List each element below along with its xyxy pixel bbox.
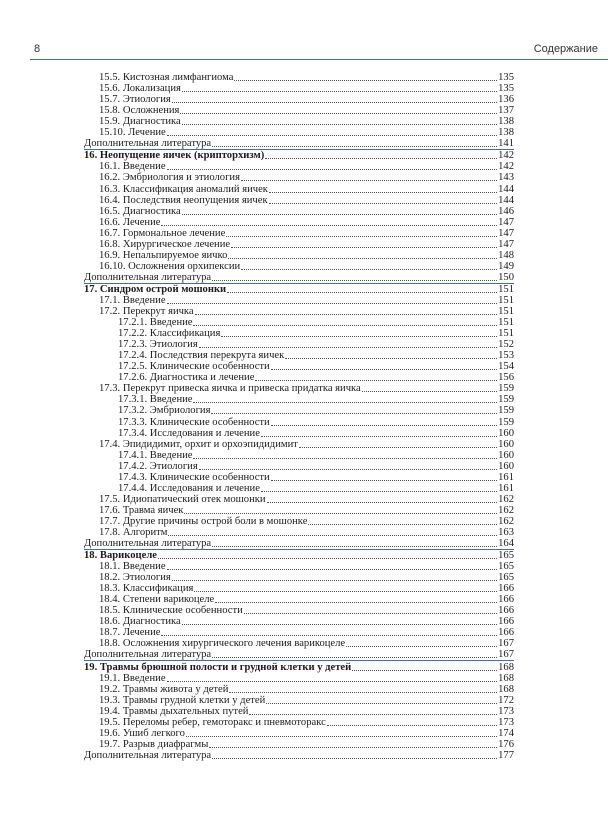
dot-leader — [184, 513, 497, 514]
toc-entry-title: 17.4.3. Клинические особенности — [118, 471, 270, 483]
toc-entry-title: 19.6. Ушиб легкого — [99, 727, 185, 739]
toc-entry-title: 19. Травмы брюшной полости и грудной клетки у детей — [84, 661, 352, 673]
toc-entry-title: 18.6. Диагностика — [99, 616, 181, 628]
toc-entry — [84, 306, 514, 317]
toc-entry-page: 151 — [498, 306, 514, 318]
toc-entry — [84, 228, 514, 239]
toc-entry-page: 172 — [498, 694, 514, 706]
toc-entry — [84, 561, 514, 572]
toc-entry — [84, 116, 514, 127]
toc-entry-title: 18.8. Осложнения хирургического лечения варикоцеле — [99, 638, 346, 650]
dot-leader — [346, 646, 497, 647]
toc-entry-page: 149 — [498, 260, 514, 272]
toc-entry-title: 16.6. Лечение — [99, 216, 161, 228]
toc-entry-title: 17.3.4. Исследования и лечение — [118, 427, 260, 439]
toc-entry — [84, 317, 514, 328]
dot-leader — [212, 546, 497, 547]
toc-entry-title: 17. Синдром острой мошонки — [84, 283, 227, 295]
toc-entry-page: 152 — [498, 339, 514, 351]
toc-entry-title: 19.5. Переломы ребер, гемоторакс и пневмоторакс — [99, 716, 326, 728]
toc-entry — [84, 616, 514, 627]
toc-entry — [84, 405, 514, 416]
toc-entry-title: 18.7. Лечение — [99, 627, 161, 639]
toc-entry — [84, 217, 514, 228]
toc-entry — [84, 206, 514, 217]
toc-entry — [84, 127, 514, 138]
toc-entry — [84, 538, 514, 549]
toc-entry-page: 151 — [498, 317, 514, 329]
toc-entry — [84, 272, 514, 283]
dot-leader — [180, 113, 497, 114]
toc-entry-page: 162 — [498, 504, 514, 516]
toc-entry — [84, 695, 514, 706]
dot-leader — [269, 203, 498, 204]
toc-entry-page: 142 — [498, 150, 514, 162]
toc-entry-title: 19.1. Введение — [99, 672, 166, 684]
toc-entry — [84, 339, 514, 350]
dot-leader — [167, 681, 498, 682]
toc-entry — [84, 161, 514, 172]
toc-entry-title: 17.4.1. Введение — [118, 449, 193, 461]
dot-leader — [261, 491, 497, 492]
dot-leader — [226, 236, 497, 237]
dot-leader — [168, 535, 497, 536]
toc-entry-title: Дополнительная литература — [84, 749, 212, 761]
page-header — [0, 0, 608, 62]
toc-entry — [84, 138, 514, 149]
toc-entry — [84, 394, 514, 405]
toc-entry — [84, 328, 514, 339]
toc-entry-page: 163 — [498, 526, 514, 538]
toc-entry-page: 137 — [498, 105, 514, 117]
toc-entry-title: Дополнительная литература — [84, 538, 212, 550]
toc-entry-page: 156 — [498, 372, 514, 384]
toc-entry-page: 159 — [498, 394, 514, 406]
toc-entry-page: 142 — [498, 161, 514, 173]
dot-leader — [362, 391, 497, 392]
dot-leader — [308, 524, 497, 525]
header-divider — [30, 59, 608, 60]
toc-entry-title: 18.5. Клинические особенности — [99, 605, 243, 617]
toc-entry-page: 160 — [498, 427, 514, 439]
toc-entry-page: 164 — [498, 538, 514, 550]
dot-leader — [271, 480, 497, 481]
toc-entry-title: 15.6. Локализация — [99, 83, 181, 95]
toc-entry-page: 136 — [498, 94, 514, 106]
dot-leader — [161, 635, 497, 636]
dot-leader — [228, 258, 497, 259]
toc-entry-title: 17.2.3. Этиология — [118, 339, 198, 351]
dot-leader — [172, 102, 497, 103]
toc-entry-title: 17.6. Травма яичек — [99, 504, 184, 516]
dot-leader — [194, 591, 497, 592]
toc-entry-page: 150 — [498, 271, 514, 283]
dot-leader — [241, 180, 497, 181]
toc-entry-page: 154 — [498, 361, 514, 373]
toc-entry-title: 18. Варикоцеле — [84, 550, 157, 562]
dot-leader — [244, 613, 497, 614]
toc-entry — [84, 527, 514, 538]
toc-entry-title: 15.10. Лечение — [99, 127, 166, 139]
toc-entry-title: 15.8. Осложнения — [99, 105, 180, 117]
toc-entry-title: 18.1. Введение — [99, 561, 166, 573]
toc-entry — [84, 428, 514, 439]
toc-entry-page: 159 — [498, 383, 514, 395]
toc-entry-title: 17.3.2. Эмбриология — [118, 405, 211, 417]
toc-entry-page: 160 — [498, 438, 514, 450]
toc-entry-title: 15.5. Кистозная лимфангиома — [99, 72, 234, 84]
dot-leader — [271, 369, 497, 370]
toc-entry — [84, 684, 514, 695]
toc-entry-title: 17.2.4. Последствия перекрута яичек — [118, 350, 285, 362]
dot-leader — [211, 413, 497, 414]
dot-leader — [209, 747, 497, 748]
toc-entry — [84, 638, 514, 649]
dot-leader — [167, 303, 498, 304]
toc-entry — [84, 505, 514, 516]
toc-entry — [84, 649, 514, 660]
toc-entry — [84, 105, 514, 116]
toc-chapter-entry — [84, 550, 514, 561]
toc-entry-page: 146 — [498, 205, 514, 217]
toc-entry-page: 167 — [498, 638, 514, 650]
toc-entry — [84, 372, 514, 383]
toc-entry-page: 147 — [498, 238, 514, 250]
toc-entry-title: 16.4. Последствия неопущения яичек — [99, 194, 268, 206]
toc-entry-title: 16.5. Диагностика — [99, 205, 181, 217]
toc-entry — [84, 383, 514, 394]
toc-entry-page: 135 — [498, 83, 514, 95]
toc-entry-title: 17.3.1. Введение — [118, 394, 193, 406]
toc-entry-title: 17.5. Идиопатический отек мошонки — [99, 493, 266, 505]
toc-entry-title: 17.3. Перекрут привеска яичка и привеска придатка яичка — [99, 383, 361, 395]
dot-leader — [161, 225, 497, 226]
toc-entry-page: 168 — [498, 672, 514, 684]
toc-entry — [84, 728, 514, 739]
toc-entry-page: 176 — [498, 738, 514, 750]
toc-entry — [84, 350, 514, 361]
toc-entry-title: 17.3.3. Клинические особенности — [118, 416, 270, 428]
toc-entry-title: 17.2.5. Клинические особенности — [118, 361, 270, 373]
toc-entry-title: 16.7. Гормональное лечение — [99, 227, 226, 239]
toc-entry — [84, 295, 514, 306]
dot-leader — [227, 292, 497, 293]
dot-leader — [182, 624, 497, 625]
toc-entry-title: 16.3. Классификация аномалий яичек — [99, 183, 268, 195]
toc-entry — [84, 461, 514, 472]
toc-entry-page: 160 — [498, 460, 514, 472]
toc-entry-page: 144 — [498, 183, 514, 195]
dot-leader — [299, 447, 497, 448]
dot-leader — [234, 80, 497, 81]
toc-entry-title: 18.3. Классификация — [99, 583, 194, 595]
toc-entry-title: 16.9. Непальпируемое яичко — [99, 249, 228, 261]
dot-leader — [221, 336, 497, 337]
dot-leader — [212, 146, 497, 147]
toc-entry — [84, 183, 514, 194]
toc-entry-page: 159 — [498, 416, 514, 428]
toc-entry-page: 143 — [498, 172, 514, 184]
toc-entry — [84, 627, 514, 638]
toc-entry-page: 161 — [498, 471, 514, 483]
toc-entry-title: 17.2.1. Введение — [118, 317, 193, 329]
dot-leader — [231, 247, 497, 248]
toc-entry — [84, 172, 514, 183]
toc-entry — [84, 472, 514, 483]
toc-entry-page: 165 — [498, 550, 514, 562]
toc-entry — [84, 594, 514, 605]
dot-leader — [269, 192, 497, 193]
toc-entry-page: 138 — [498, 127, 514, 139]
toc-entry-title: 17.4. Эпидидимит, орхит и орхоэпидидимит — [99, 438, 298, 450]
toc-entry-page: 161 — [498, 482, 514, 494]
dot-leader — [285, 358, 497, 359]
dot-leader — [167, 569, 498, 570]
toc-entry-page: 177 — [498, 749, 514, 761]
toc-entry-title: 16.2. Эмбриология и этиология — [99, 172, 240, 184]
dot-leader — [195, 314, 497, 315]
dot-leader — [193, 402, 497, 403]
toc-entry-page: 144 — [498, 194, 514, 206]
dot-leader — [241, 269, 497, 270]
toc-entry-title: 17.7. Другие причины острой боли в мошонке — [99, 515, 308, 527]
toc-entry — [84, 450, 514, 461]
table-of-contents — [84, 72, 514, 761]
toc-entry-title: Дополнительная литература — [84, 138, 212, 150]
section-title: Содержание — [533, 43, 598, 55]
dot-leader — [352, 670, 497, 671]
toc-chapter-entry — [84, 661, 514, 672]
dot-leader — [267, 502, 498, 503]
toc-entry-page: 166 — [498, 594, 514, 606]
toc-entry — [84, 361, 514, 372]
dot-leader — [212, 280, 497, 281]
toc-entry-page: 166 — [498, 583, 514, 595]
dot-leader — [182, 214, 497, 215]
toc-entry-page: 147 — [498, 227, 514, 239]
toc-entry-title: 15.9. Диагностика — [99, 116, 181, 128]
toc-entry-title: 17.8. Алгоритм — [99, 526, 168, 538]
toc-entry-title: 19.4. Травмы дыхательных путей — [99, 705, 249, 717]
dot-leader — [261, 436, 497, 437]
dot-leader — [167, 169, 498, 170]
toc-entry — [84, 717, 514, 728]
dot-leader — [327, 725, 497, 726]
dot-leader — [199, 469, 497, 470]
toc-entry-page: 166 — [498, 627, 514, 639]
toc-entry — [84, 706, 514, 717]
toc-entry-title: Дополнительная литература — [84, 649, 212, 661]
dot-leader — [255, 380, 497, 381]
toc-entry-title: 16. Неопущение яичек (крипторхизм) — [84, 150, 265, 162]
toc-chapter-entry — [84, 150, 514, 161]
toc-entry-page: 168 — [498, 683, 514, 695]
toc-entry-page: 138 — [498, 116, 514, 128]
toc-entry — [84, 83, 514, 94]
toc-entry — [84, 483, 514, 494]
toc-entry-title: 19.7. Разрыв диафрагмы — [99, 738, 209, 750]
toc-entry — [84, 416, 514, 427]
toc-entry-page: 153 — [498, 350, 514, 362]
toc-entry-page: 135 — [498, 72, 514, 84]
toc-entry-title: 18.2. Этиология — [99, 572, 171, 584]
dot-leader — [172, 580, 497, 581]
toc-entry-page: 166 — [498, 616, 514, 628]
toc-entry-page: 160 — [498, 449, 514, 461]
dot-leader — [193, 325, 497, 326]
toc-entry — [84, 439, 514, 450]
toc-entry-title: 15.7. Этиология — [99, 94, 171, 106]
dot-leader — [199, 347, 497, 348]
toc-entry — [84, 583, 514, 594]
toc-entry — [84, 673, 514, 684]
toc-entry-page: 173 — [498, 716, 514, 728]
toc-entry-title: 17.1. Введение — [99, 294, 166, 306]
toc-entry-page: 147 — [498, 216, 514, 228]
dot-leader — [186, 736, 497, 737]
toc-entry-title: 16.10. Осложнения орхипексии — [99, 260, 241, 272]
dot-leader — [182, 91, 497, 92]
dot-leader — [212, 657, 497, 658]
toc-entry-page: 148 — [498, 249, 514, 261]
toc-entry — [84, 750, 514, 761]
toc-entry — [84, 739, 514, 750]
dot-leader — [266, 703, 497, 704]
toc-entry-page: 151 — [498, 328, 514, 340]
toc-entry-title: 17.2.2. Классификация — [118, 328, 221, 340]
toc-entry-page: 162 — [498, 515, 514, 527]
toc-entry — [84, 516, 514, 527]
dot-leader — [158, 558, 497, 559]
toc-entry-page: 162 — [498, 493, 514, 505]
toc-entry-title: 16.1. Введение — [99, 161, 166, 173]
dot-leader — [193, 458, 497, 459]
page-number: 8 — [34, 43, 41, 55]
toc-entry-page: 151 — [498, 294, 514, 306]
toc-entry — [84, 94, 514, 105]
toc-entry — [84, 572, 514, 583]
toc-entry-page: 159 — [498, 405, 514, 417]
toc-entry-title: 17.2.6. Диагностика и лечение — [118, 372, 255, 384]
toc-entry — [84, 494, 514, 505]
toc-entry-title: 17.2. Перекрут яичка — [99, 306, 194, 318]
toc-entry — [84, 195, 514, 206]
toc-entry — [84, 239, 514, 250]
toc-entry-page: 168 — [498, 661, 514, 673]
dot-leader — [229, 692, 497, 693]
toc-entry — [84, 605, 514, 616]
toc-entry-page: 141 — [498, 138, 514, 150]
dot-leader — [182, 124, 497, 125]
toc-entry — [84, 261, 514, 272]
dot-leader — [265, 158, 497, 159]
toc-entry-title: Дополнительная литература — [84, 271, 212, 283]
toc-entry-page: 167 — [498, 649, 514, 661]
toc-entry-title: 19.3. Травмы грудной клетки у детей — [99, 694, 266, 706]
toc-entry-page: 151 — [498, 283, 514, 295]
toc-entry — [84, 72, 514, 83]
dot-leader — [271, 425, 497, 426]
toc-entry-title: 17.4.4. Исследования и лечение — [118, 482, 260, 494]
toc-entry-page: 165 — [498, 561, 514, 573]
dot-leader — [215, 602, 497, 603]
toc-entry-title: 17.4.2. Этиология — [118, 460, 198, 472]
dot-leader — [212, 758, 497, 759]
toc-entry-title: 18.4. Степени варикоцеле — [99, 594, 215, 606]
dot-leader — [249, 714, 497, 715]
toc-entry-page: 173 — [498, 705, 514, 717]
dot-leader — [167, 135, 497, 136]
toc-entry-page: 174 — [498, 727, 514, 739]
toc-entry-title: 19.2. Травмы живота у детей — [99, 683, 229, 695]
toc-entry — [84, 250, 514, 261]
toc-entry-title: 16.8. Хирургическое лечение — [99, 238, 231, 250]
toc-chapter-entry — [84, 284, 514, 295]
toc-entry-page: 165 — [498, 572, 514, 584]
toc-entry-page: 166 — [498, 605, 514, 617]
